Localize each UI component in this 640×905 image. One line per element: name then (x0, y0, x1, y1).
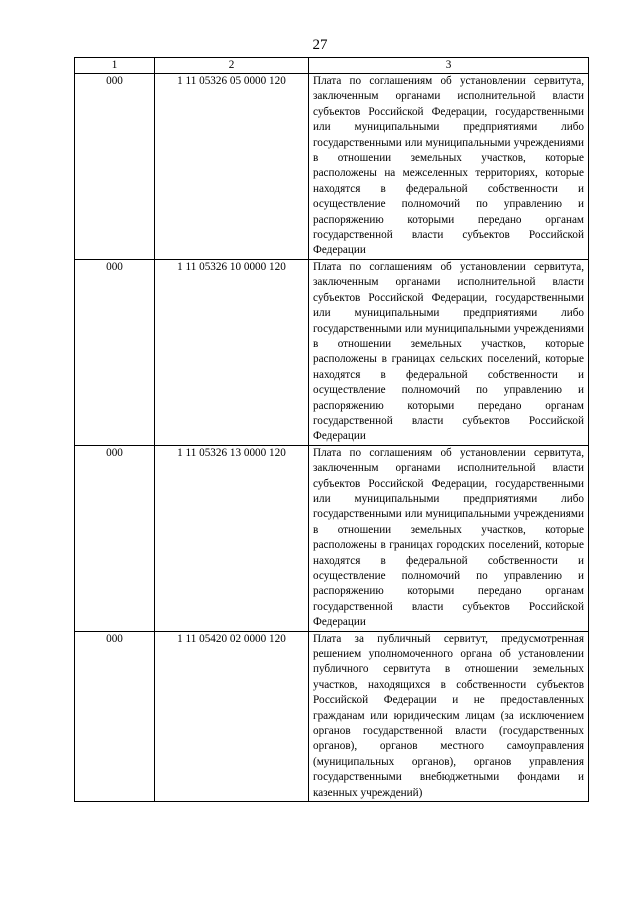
description-line: Российской Федерации (313, 600, 585, 629)
description-line: органам государственной власти субъектов (313, 399, 584, 427)
table-row (75, 74, 589, 260)
column-header-1: 1 (75, 58, 155, 74)
description-line: муниципальными предприятиями либо (354, 492, 584, 505)
admin-code-cell: 000 (75, 445, 155, 631)
description-line: сервитута, заключенным органами (313, 260, 584, 289)
revenue-code-cell: 1 11 05326 13 0000 120 (155, 445, 309, 631)
description-line: и не предоставленных гражданам или (313, 694, 585, 722)
description-line: Плата за публичный сервитут, предусмотренная (313, 632, 584, 645)
description-line: Плата по соглашениям об установлении (313, 446, 526, 459)
description-line: юридическим лицам (за исключением органов (313, 709, 585, 738)
page-number: 27 (312, 37, 328, 53)
description-line: собственности и осуществление полномочий по (313, 554, 584, 582)
description-line: государственной власти (государственных (363, 725, 585, 738)
description-line: Российской Федерации (313, 414, 585, 443)
description-line: Плата по соглашениям об установлении (313, 260, 526, 273)
revenue-code-cell: 1 11 05420 02 0000 120 (155, 631, 309, 801)
description-line: управлению и распоряжению которыми передано (313, 198, 584, 226)
revenue-codes-table (74, 57, 589, 802)
table-row (75, 259, 589, 445)
description-line: собственности и осуществление полномочий по (313, 368, 584, 397)
description-line: казенных учреждений) (313, 786, 423, 799)
description-line: исполнительной власти субъектов Российской (313, 90, 585, 118)
description-line: сервитута, заключенным органами (313, 446, 584, 475)
description-line: государственными или муниципальными (313, 136, 511, 149)
table-row (75, 631, 589, 801)
description-line: управлению и распоряжению которыми передано (313, 570, 584, 598)
description-line: муниципальными предприятиями либо (354, 121, 584, 134)
description-line: органам государственной власти субъектов (313, 213, 584, 242)
description-line: сервитута, заключенным органами (313, 75, 584, 103)
description-line: муниципальными предприятиями либо (354, 307, 584, 320)
description-line: учреждениями в отношении земельных участков, (313, 322, 584, 350)
admin-code-cell: 000 (75, 259, 155, 445)
column-header-3: 3 (309, 58, 589, 74)
description-line: государственными или муниципальными (313, 508, 511, 521)
description-line: установлении публичного сервитута в отношении (313, 648, 584, 676)
description-line: Плата по соглашениям об установлении (313, 75, 526, 87)
description-line: собственности и осуществление полномочий по (313, 182, 584, 211)
table-header-row (75, 58, 589, 74)
description-cell (309, 445, 589, 631)
description-line: Федерации, государственными или (313, 291, 585, 320)
description-line: государственными внебюджетными фондами и (313, 771, 584, 784)
description-line: учреждениями в отношении земельных участков, (313, 508, 584, 536)
description-line: учреждениями в отношении земельных участков, (313, 136, 584, 165)
description-line: которые расположены в границах сельских (313, 337, 584, 366)
description-line: Российской Федерации (313, 229, 585, 257)
description-line: поселений, которые находятся в федеральной (313, 539, 584, 567)
table-body (75, 74, 589, 802)
description-line: решением уполномоченного органа об (313, 648, 511, 661)
description-line: исполнительной власти субъектов Российской (313, 276, 585, 304)
description-line: территориях, которые находятся в федеральной (313, 167, 584, 195)
description-line: (муниципальных органов), органов управления (313, 755, 584, 768)
description-line: Федерации, государственными или (313, 477, 585, 505)
description-line: собственности субъектов Российской Федерации (313, 678, 585, 707)
description-line: которые расположены в границах городских (313, 523, 584, 552)
description-line: земельных участков, находящихся в (313, 663, 584, 691)
description-line: государственными или муниципальными (313, 322, 511, 335)
description-cell (309, 74, 589, 260)
admin-code-cell: 000 (75, 74, 155, 260)
revenue-code-cell: 1 11 05326 05 0000 120 (155, 74, 309, 260)
description-line: поселений, которые находятся в федеральной (313, 353, 584, 381)
table-row (75, 445, 589, 631)
description-line: органам государственной власти субъектов (313, 585, 584, 613)
description-line: которые расположены на межселенных (313, 152, 584, 180)
revenue-code-cell: 1 11 05326 10 0000 120 (155, 259, 309, 445)
description-line: Федерации, государственными или (313, 105, 585, 134)
description-cell (309, 631, 589, 801)
description-line: управлению и распоряжению которыми передано (313, 384, 584, 412)
column-header-2: 2 (155, 58, 309, 74)
admin-code-cell: 000 (75, 631, 155, 801)
description-line: органов), органов местного самоуправления (313, 740, 584, 753)
description-cell (309, 259, 589, 445)
description-line: исполнительной власти субъектов Российской (313, 462, 585, 490)
